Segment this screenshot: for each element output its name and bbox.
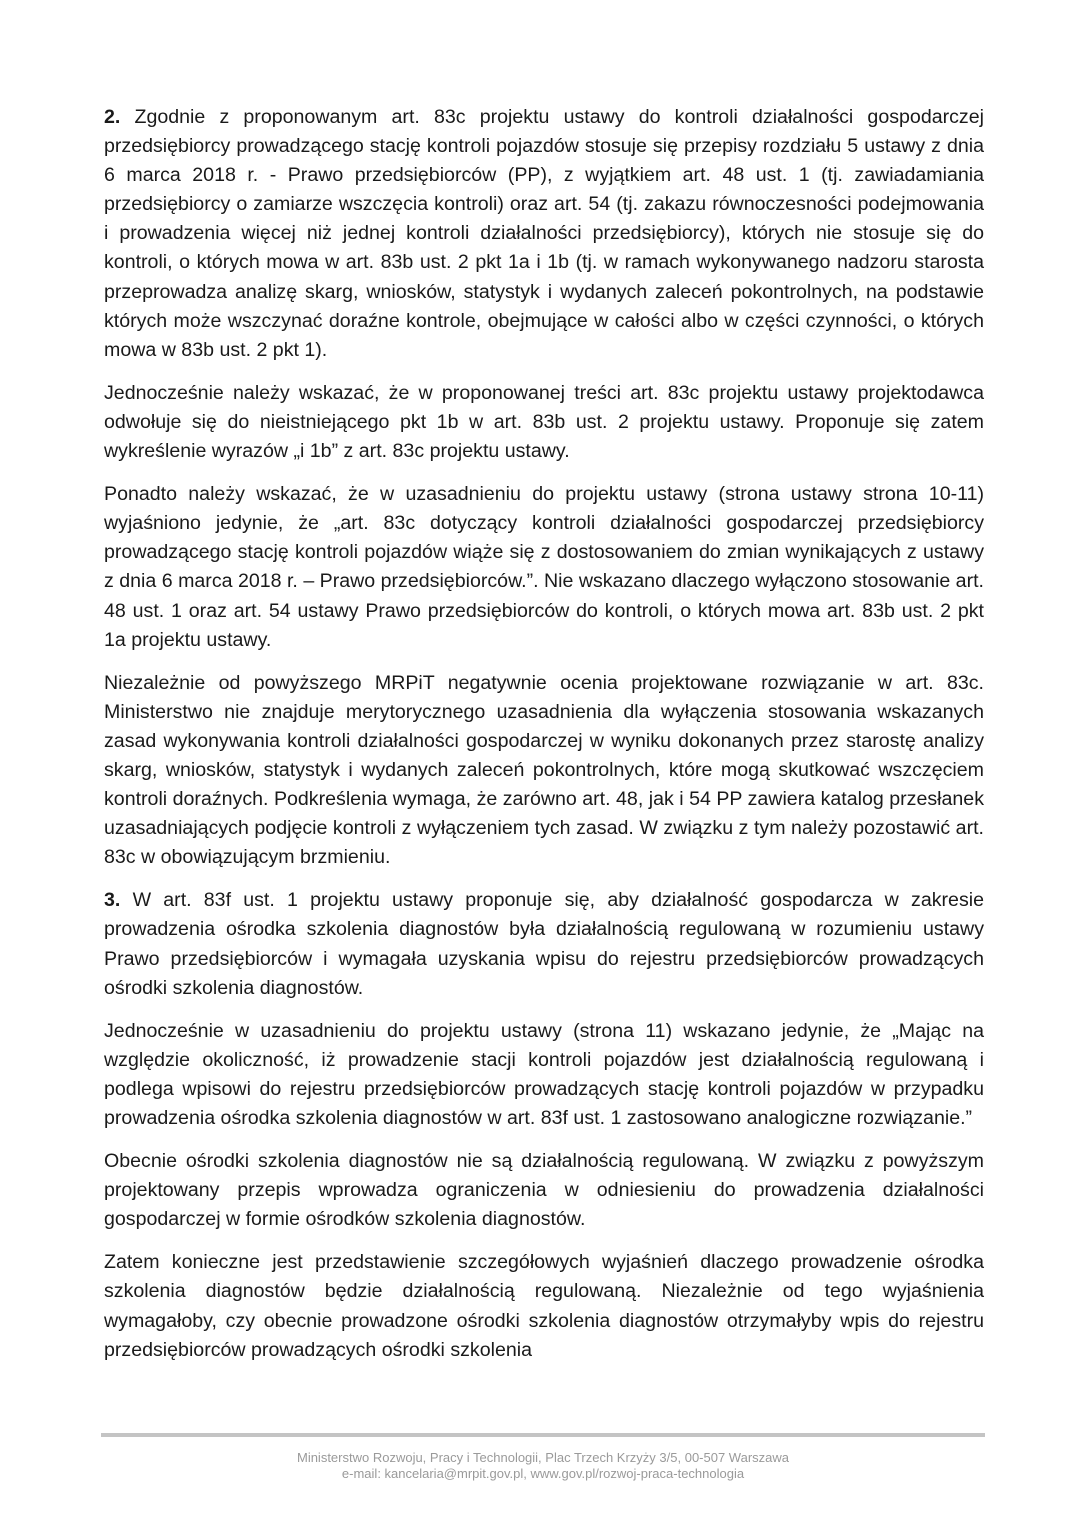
point-number: 2. [104,106,121,128]
footer-address: Ministerstwo Rozwoju, Pracy i Technologii, Plac Trzech Krzyży 3/5, 00-507 Warszawa [296,1450,790,1465]
paragraph [104,379,984,466]
paragraph [104,1017,984,1133]
paragraph-text: Zatem konieczne jest przedstawienie szczegółowych wyjaśnień dlaczego prowadzenie ośrodka szkolenia diagnostów będzie działalnością regulowaną. Niezależnie od tego wyjaśnienia wymagałoby, czy obecnie prowadzone ośrodki szkolenia diagnostów otrzymałyby wpis do rejestru przedsiębiorców prowadzących ośrodki szkolenia [104,1251,984,1361]
paragraph-point-3 [104,886,984,1002]
paragraph [104,669,984,873]
paragraph-point-2 [104,103,984,365]
page-footer [101,1450,985,1482]
paragraph-text: Zgodnie z proponowanym art. 83c projektu ustawy do kontroli działalności gospodarczej przedsiębiorcy prowadzącego stację kontroli pojazdów stosuje się przepisy rozdziału 5 ustawy z dnia 6 marca 2018 r. - Prawo przedsiębiorców (PP), z wyjątkiem art. 48 ust. 1 (tj. zawiadamiania przedsiębiorcy o zamiarze wszczęcia kontroli) oraz art. 54 (tj. zakazu równoczesności podejmowania i prowadzenia więcej niż jednej kontroli działalności przedsiębiorcy), których nie stosuje się do kontroli, o których mowa w art. 83b ust. 2 pkt 1a i 1b (tj. w ramach wykonywanego nadzoru starosta przeprowadza analizę skarg, wniosków, statystyk i wydanych zaleceń pokontrolnych, na podstawie których może wszczynać doraźne kontrole, obejmujące w całości albo w części czynności, o których mowa w 83b ust. 2 pkt 1). [104,106,984,361]
paragraph-text: Obecnie ośrodki szkolenia diagnostów nie są działalnością regulowaną. W związku z powyższym projektowany przepis wprowadza ograniczenia w odniesieniu do prowadzenia działalności gospodarczej w formie ośrodków szkolenia diagnostów. [104,1150,984,1231]
paragraph-text: Jednocześnie należy wskazać, że w proponowanej treści art. 83c projektu ustawy projektodawca odwołuje się do nieistniejącego pkt 1b w art. 83b ust. 2 projektu ustawy. Proponuje się zatem wykreślenie wyrazów „i 1b” z art. 83c projektu ustawy. [104,381,984,463]
point-number: 3. [104,889,121,912]
paragraph-text: Jednocześnie w uzasadnieniu do projektu ustawy (strona 11) wskazano jedynie, że „Mając na względzie okoliczność, iż prowadzenie stacji kontroli pojazdów jest działalnością regulowaną i podlega wpisowi do rejestru przedsiębiorców prowadzących stację kontroli pojazdów w przypadku prowadzenia ośrodka szkolenia diagnostów w art. 83f ust. 1 zastosowano analogiczne rozwiązanie.” [104,1019,984,1129]
paragraph [104,480,984,655]
footer-contact: e-mail: kancelaria@mrpit.gov.pl, www.gov.pl/rozwoj-praca-technologia [341,1466,745,1481]
paragraph [104,1248,984,1364]
paragraph-text: W art. 83f ust. 1 projektu ustawy proponuje się, aby działalność gospodarcza w zakresie prowadzenia ośrodka szkolenia diagnostów była działalnością regulowaną w rozumieniu ustawy Prawo przedsiębiorców i wymagała uzyskania wpisu do rejestru przedsiębiorców prowadzących ośrodki szkolenia diagnostów. [104,889,984,999]
paragraph [104,1147,984,1234]
document-body [104,103,984,1379]
paragraph-text: Ponadto należy wskazać, że w uzasadnieniu do projektu ustawy (strona ustawy strona 10-11) wyjaśniono jedynie, że „art. 83c dotyczący kontroli działalności gospodarczej przedsiębiorcy prowadzącego stację kontroli pojazdów wiąże się z dostosowaniem do zmian wynikających z ustawy z dnia 6 marca 2018 r. – Prawo przedsiębiorców.”. Nie wskazano dlaczego wyłączono stosowanie art. 48 ust. 1 oraz art. 54 ustawy Prawo przedsiębiorców do kontroli, o których mowa art. 83b ust. 2 pkt 1a projektu ustawy. [104,483,984,651]
paragraph-text: Niezależnie od powyższego MRPiT negatywnie ocenia projektowane rozwiązanie w art. 83c. Ministerstwo nie znajduje merytorycznego uzasadnienia dla wyłączenia stosowania wskazanych zasad wykonywania kontroli działalności gospodarczej w wyniku dokonanych przez starostę analizy skarg, wniosków, statystyk i wydanych zaleceń pokontrolnych, które mogą skutkować wszczęciem kontroli doraźnych. Podkreślenia wymaga, że zarówno art. 48, jak i 54 PP zawiera katalog przesłanek uzasadniających podjęcie kontroli z wyłączeniem tych zasad. W związku z tym należy pozostawić art. 83c w obowiązującym brzmieniu. [104,671,984,869]
footer-divider [101,1433,985,1437]
